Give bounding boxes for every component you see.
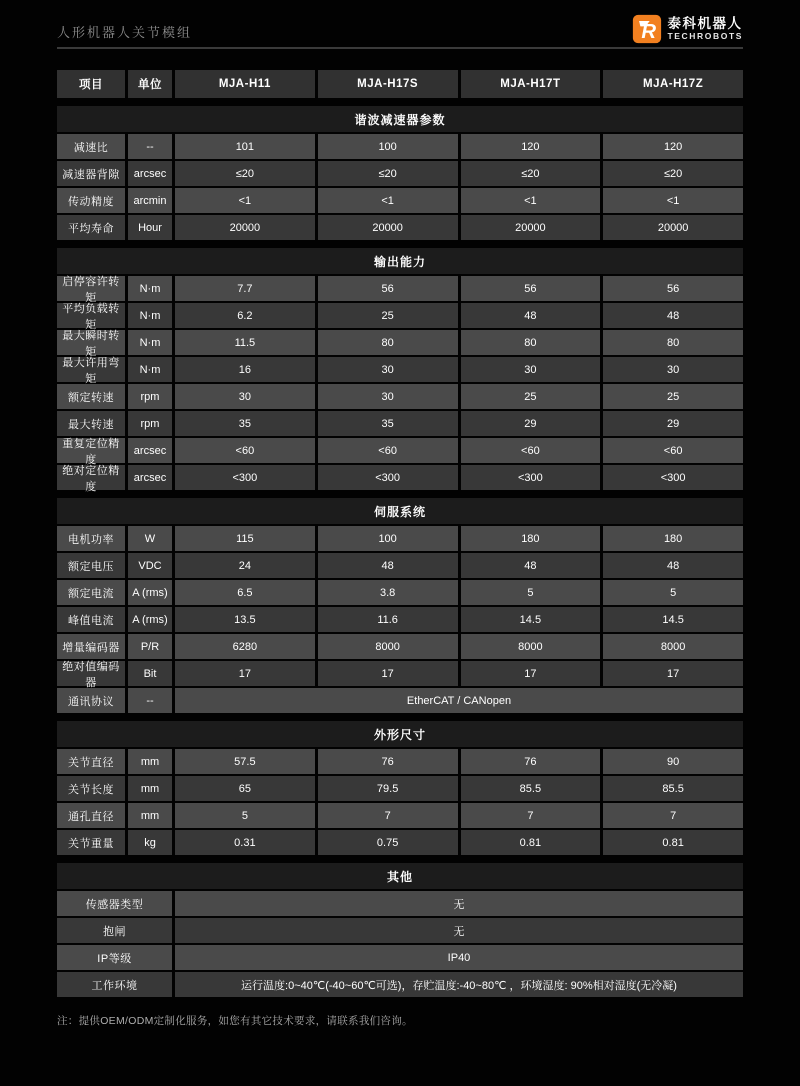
- row-unit: kg: [128, 830, 172, 855]
- cell-value: 30: [318, 357, 458, 382]
- cell-value-span: EtherCAT / CANopen: [175, 688, 743, 713]
- row-unit: N·m: [128, 330, 172, 355]
- row-label: 关节长度: [57, 776, 125, 801]
- row-label: 最大许用弯矩: [57, 357, 125, 382]
- cell-value: <300: [318, 465, 458, 490]
- cell-value: 120: [603, 134, 743, 159]
- cell-value: 17: [175, 661, 315, 686]
- cell-value: 17: [603, 661, 743, 686]
- cell-value: 85.5: [461, 776, 601, 801]
- column-header-mja-h17z: MJA-H17Z: [603, 70, 743, 98]
- spec-table: [57, 70, 743, 997]
- cell-value: 48: [603, 553, 743, 578]
- table-row: [57, 688, 743, 713]
- row-unit: Bit: [128, 661, 172, 686]
- cell-value: 0.81: [461, 830, 601, 855]
- section-title-output-capability: 输出能力: [57, 248, 743, 274]
- row-label: IP等级: [57, 945, 172, 970]
- row-label: 重复定位精度: [57, 438, 125, 463]
- cell-value: 30: [461, 357, 601, 382]
- table-row: [57, 918, 743, 943]
- table-row: [57, 526, 743, 551]
- cell-value: 0.31: [175, 830, 315, 855]
- cell-value: 20000: [603, 215, 743, 240]
- section-title-servo-system: 伺服系统: [57, 498, 743, 524]
- row-unit: mm: [128, 776, 172, 801]
- cell-value: 80: [603, 330, 743, 355]
- cell-value-span: IP40: [175, 945, 743, 970]
- cell-value: 0.81: [603, 830, 743, 855]
- section-rows: [57, 275, 743, 493]
- row-label: 电机功率: [57, 526, 125, 551]
- cell-value: 56: [603, 276, 743, 301]
- cell-value: 7: [318, 803, 458, 828]
- cell-value: ≤20: [175, 161, 315, 186]
- cell-value: <60: [318, 438, 458, 463]
- cell-value: 8000: [461, 634, 601, 659]
- table-header-row: [57, 70, 743, 98]
- cell-value: 48: [461, 303, 601, 328]
- cell-value: 20000: [461, 215, 601, 240]
- row-label: 增量编码器: [57, 634, 125, 659]
- page-title: 人形机器人关节模组: [57, 24, 193, 40]
- column-header-mja-h17t: MJA-H17T: [461, 70, 601, 98]
- cell-value: ≤20: [318, 161, 458, 186]
- cell-value: 90: [603, 749, 743, 774]
- row-label: 最大转速: [57, 411, 125, 436]
- table-row: [57, 275, 743, 304]
- row-unit: mm: [128, 749, 172, 774]
- cell-value: 76: [461, 749, 601, 774]
- cell-value: 8000: [318, 634, 458, 659]
- table-row: [57, 580, 743, 605]
- cell-value: 30: [318, 384, 458, 409]
- section-rows: [57, 891, 743, 997]
- row-label: 绝对值编码器: [57, 661, 125, 686]
- cell-value: 6280: [175, 634, 315, 659]
- cell-value: 48: [461, 553, 601, 578]
- cell-value: 20000: [318, 215, 458, 240]
- cell-value: 29: [603, 411, 743, 436]
- cell-value: 5: [175, 803, 315, 828]
- cell-value: <60: [175, 438, 315, 463]
- cell-value: 16: [175, 357, 315, 382]
- table-row: [57, 464, 743, 493]
- cell-value: 11.5: [175, 330, 315, 355]
- cell-value: 180: [603, 526, 743, 551]
- row-unit: P/R: [128, 634, 172, 659]
- table-row: [57, 356, 743, 385]
- section-rows: [57, 526, 743, 713]
- row-unit: --: [128, 688, 172, 713]
- page-header: [57, 0, 743, 49]
- row-label: 传动精度: [57, 188, 125, 213]
- cell-value: 11.6: [318, 607, 458, 632]
- cell-value: 20000: [175, 215, 315, 240]
- row-label: 启停容许转矩: [57, 276, 125, 301]
- row-label: 通讯协议: [57, 688, 125, 713]
- row-label: 峰值电流: [57, 607, 125, 632]
- row-label: 工作环境: [57, 972, 172, 997]
- row-label: 通孔直径: [57, 803, 125, 828]
- brand-name-cn: 泰科机器人: [667, 16, 743, 31]
- column-header-item: 项目: [57, 70, 125, 98]
- cell-value: 3.8: [318, 580, 458, 605]
- row-label: 减速器背隙: [57, 161, 125, 186]
- cell-value: 65: [175, 776, 315, 801]
- svg-text:R: R: [640, 20, 656, 43]
- section-title-other: 其他: [57, 863, 743, 889]
- cell-value: 7: [603, 803, 743, 828]
- row-label: 传感器类型: [57, 891, 172, 916]
- row-unit: A (rms): [128, 580, 172, 605]
- table-row: [57, 302, 743, 331]
- row-unit: arcsec: [128, 161, 172, 186]
- section-title-dimensions: 外形尺寸: [57, 721, 743, 747]
- row-label: 减速比: [57, 134, 125, 159]
- cell-value-span: 无: [175, 918, 743, 943]
- cell-value: 56: [318, 276, 458, 301]
- cell-value: 80: [318, 330, 458, 355]
- cell-value: 100: [318, 134, 458, 159]
- row-label: 抱闸: [57, 918, 172, 943]
- cell-value: <1: [175, 188, 315, 213]
- cell-value: 6.2: [175, 303, 315, 328]
- cell-value: <1: [318, 188, 458, 213]
- row-unit: arcsec: [128, 438, 172, 463]
- cell-value: 25: [318, 303, 458, 328]
- cell-value: 25: [603, 384, 743, 409]
- cell-value: 30: [603, 357, 743, 382]
- table-row: [57, 749, 743, 774]
- cell-value: <60: [603, 438, 743, 463]
- table-row: [57, 607, 743, 632]
- cell-value: ≤20: [461, 161, 601, 186]
- row-label: 最大瞬时转矩: [57, 330, 125, 355]
- brand-name-en: TECHROBOTS: [667, 31, 743, 41]
- row-label: 关节重量: [57, 830, 125, 855]
- row-unit: rpm: [128, 411, 172, 436]
- table-row: [57, 411, 743, 436]
- cell-value: <1: [461, 188, 601, 213]
- cell-value: <1: [603, 188, 743, 213]
- cell-value: 48: [603, 303, 743, 328]
- row-unit: rpm: [128, 384, 172, 409]
- cell-value: 120: [461, 134, 601, 159]
- row-unit: A (rms): [128, 607, 172, 632]
- cell-value: 13.5: [175, 607, 315, 632]
- row-label: 平均负载转矩: [57, 303, 125, 328]
- table-row: [57, 891, 743, 916]
- cell-value: 25: [461, 384, 601, 409]
- column-header-mja-h11: MJA-H11: [175, 70, 315, 98]
- table-row: [57, 437, 743, 466]
- cell-value: 35: [175, 411, 315, 436]
- table-row: [57, 384, 743, 409]
- cell-value: 29: [461, 411, 601, 436]
- section-title-harmonic-reducer: 谐波减速器参数: [57, 106, 743, 132]
- cell-value: 57.5: [175, 749, 315, 774]
- table-row: [57, 830, 743, 855]
- cell-value: 79.5: [318, 776, 458, 801]
- cell-value: 14.5: [603, 607, 743, 632]
- table-row: [57, 134, 743, 159]
- row-unit: arcmin: [128, 188, 172, 213]
- section-rows: [57, 749, 743, 855]
- row-label: 绝对定位精度: [57, 465, 125, 490]
- cell-value: 17: [318, 661, 458, 686]
- cell-value-span: 运行温度:0~40℃(-40~60℃可选)，存贮温度:-40~80℃ ，环境湿度: 90%相对湿度(无冷凝): [175, 972, 743, 997]
- cell-value: 5: [603, 580, 743, 605]
- row-unit: N·m: [128, 276, 172, 301]
- techrobots-logo-icon: [632, 14, 662, 44]
- table-row: [57, 776, 743, 801]
- cell-value: 56: [461, 276, 601, 301]
- table-row: [57, 945, 743, 970]
- table-row: [57, 660, 743, 689]
- row-unit: W: [128, 526, 172, 551]
- cell-value: <60: [461, 438, 601, 463]
- cell-value: 85.5: [603, 776, 743, 801]
- table-row: [57, 634, 743, 659]
- row-label: 关节直径: [57, 749, 125, 774]
- cell-value: 7.7: [175, 276, 315, 301]
- footnote: 注：提供OEM/ODM定制化服务，如您有其它技术要求，请联系我们咨询。: [57, 1015, 413, 1027]
- cell-value: <300: [603, 465, 743, 490]
- cell-value: ≤20: [603, 161, 743, 186]
- table-row: [57, 161, 743, 186]
- row-unit: VDC: [128, 553, 172, 578]
- table-row: [57, 553, 743, 578]
- cell-value: 35: [318, 411, 458, 436]
- row-unit: --: [128, 134, 172, 159]
- cell-value: 180: [461, 526, 601, 551]
- cell-value: 115: [175, 526, 315, 551]
- row-unit: Hour: [128, 215, 172, 240]
- brand-logo: [632, 14, 744, 48]
- cell-value: 5: [461, 580, 601, 605]
- brand-text: [668, 16, 744, 42]
- column-header-mja-h17s: MJA-H17S: [318, 70, 458, 98]
- cell-value: 24: [175, 553, 315, 578]
- table-row: [57, 188, 743, 213]
- row-label: 额定电流: [57, 580, 125, 605]
- cell-value: 8000: [603, 634, 743, 659]
- cell-value: 76: [318, 749, 458, 774]
- row-label: 额定电压: [57, 553, 125, 578]
- table-row: [57, 972, 743, 997]
- row-label: 平均寿命: [57, 215, 125, 240]
- table-row: [57, 803, 743, 828]
- row-unit: mm: [128, 803, 172, 828]
- row-unit: N·m: [128, 303, 172, 328]
- cell-value: 7: [461, 803, 601, 828]
- cell-value: 17: [461, 661, 601, 686]
- cell-value: 6.5: [175, 580, 315, 605]
- row-label: 额定转速: [57, 384, 125, 409]
- cell-value: 30: [175, 384, 315, 409]
- column-header-unit: 单位: [128, 70, 172, 98]
- row-unit: N·m: [128, 357, 172, 382]
- cell-value-span: 无: [175, 891, 743, 916]
- cell-value: <300: [175, 465, 315, 490]
- cell-value: <300: [461, 465, 601, 490]
- cell-value: 48: [318, 553, 458, 578]
- cell-value: 80: [461, 330, 601, 355]
- row-unit: arcsec: [128, 465, 172, 490]
- section-rows: [57, 134, 743, 240]
- table-row: [57, 329, 743, 358]
- cell-value: 0.75: [318, 830, 458, 855]
- cell-value: 100: [318, 526, 458, 551]
- cell-value: 101: [175, 134, 315, 159]
- cell-value: 14.5: [461, 607, 601, 632]
- table-row: [57, 215, 743, 240]
